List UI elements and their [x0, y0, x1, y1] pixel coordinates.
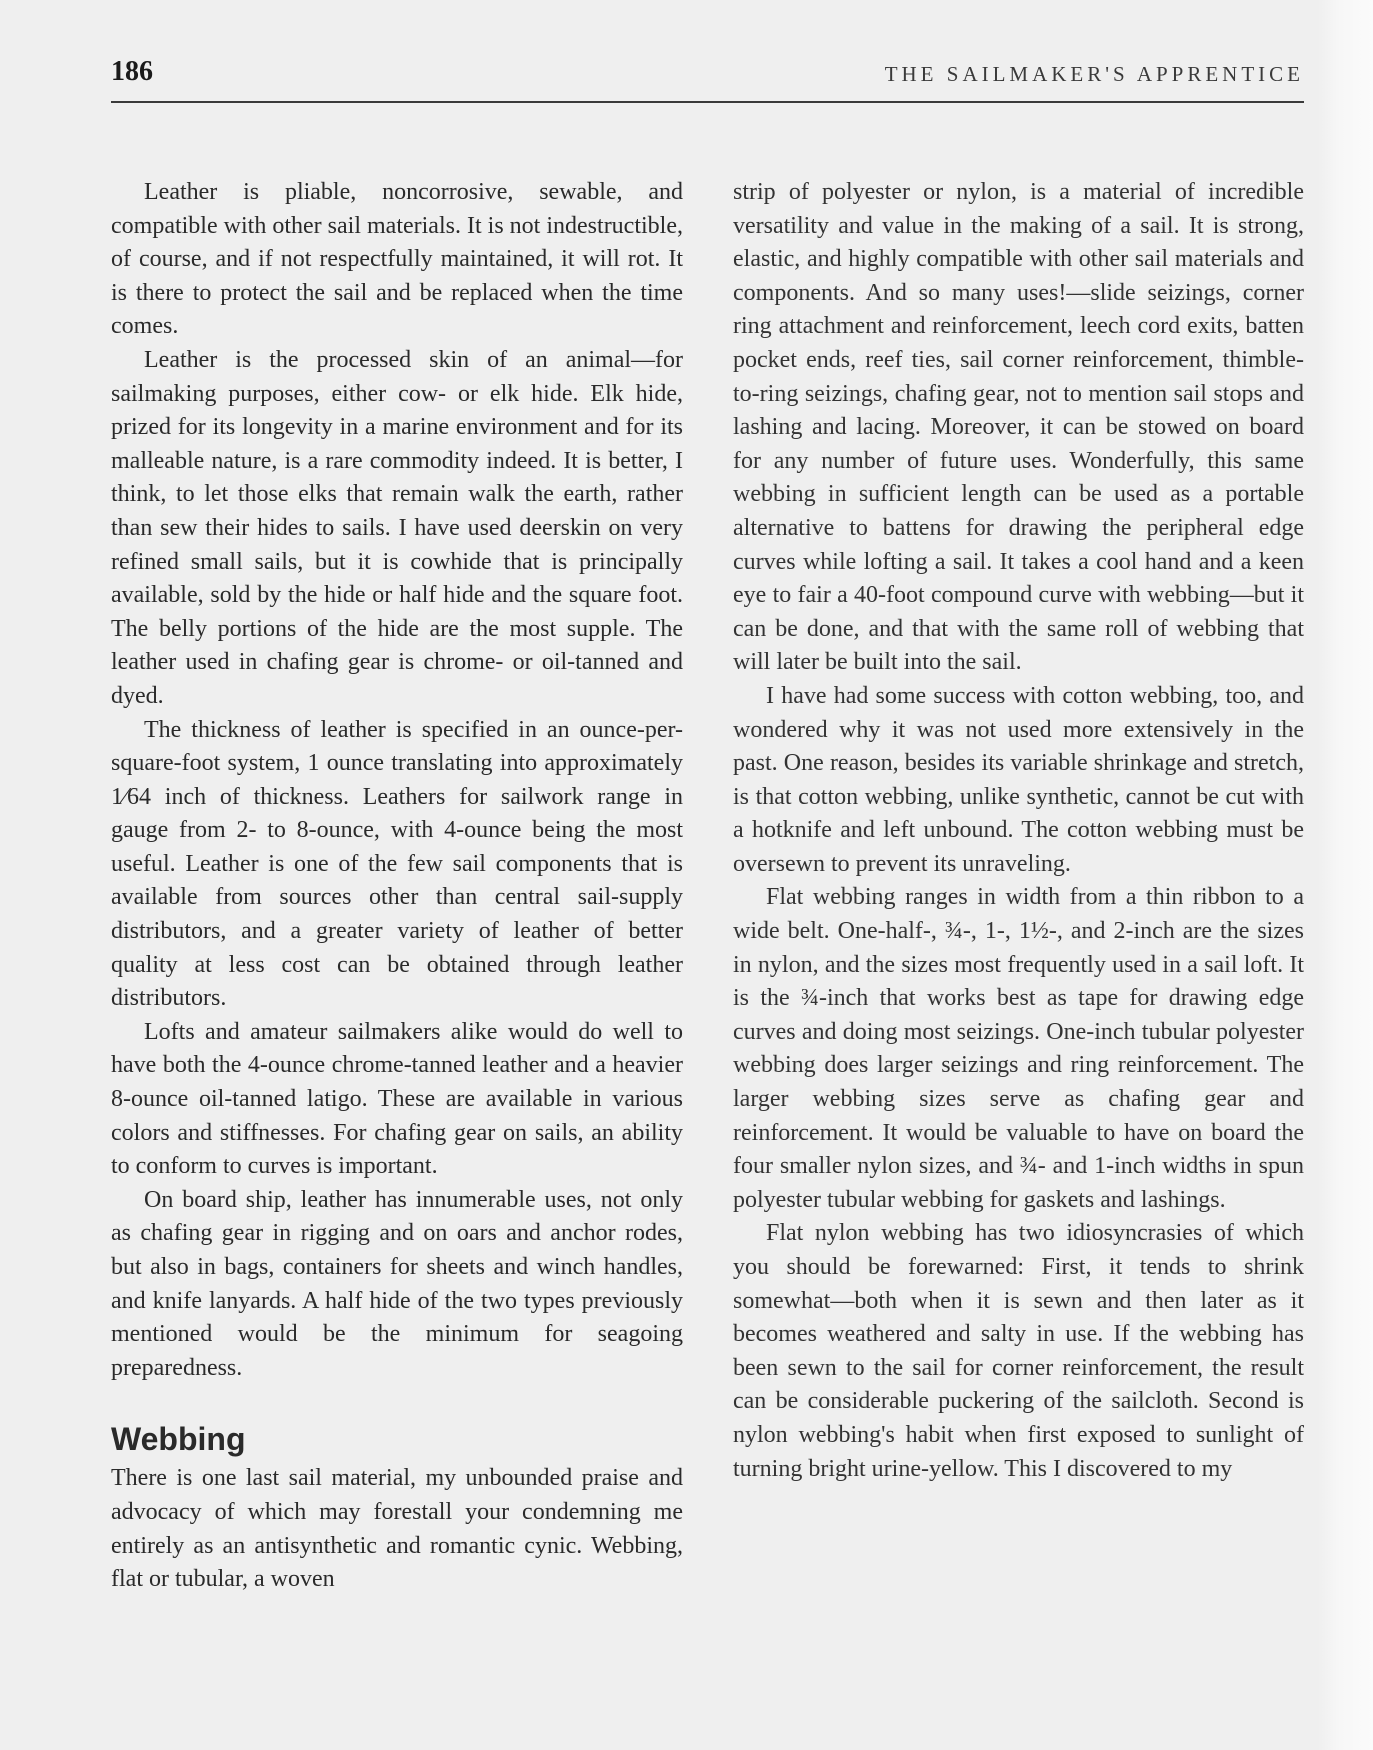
page-number: 186 — [111, 56, 153, 87]
paragraph: Leather is the processed skin of an animal—for sailmaking purposes, either cow- or elk hide. Elk hide, prized for its longevity in a marine environment and for its malleable nature, is a rare commodity indeed. It is better, I think, to let those elks that remain walk the earth, rather than sew their hides to sails. I have used deerskin on very refined small sails, but it is cowhide that is principally available, sold by the hide or half hide and the square foot. The belly portions of the hide are the most supple. The leather used in chafing gear is chrome- or oil-tanned and dyed. — [111, 346, 683, 709]
left-column — [111, 176, 683, 1597]
paragraph: strip of polyester or nylon, is a material of incredible versatility and value in the making of a sail. It is strong, elastic, and highly compatible with other sail materials and components. And so many uses!—slide seizings, corner ring attachment and reinforcement, leech cord exits, batten pocket ends, reef ties, sail corner reinforcement, thimble-to-ring seizings, chafing gear, not to mention sail stops and lashing and lacing. Moreover, it can be stowed on board for any number of future uses. Wonderfully, this same webbing in sufficient length can be used as a portable alternative to battens for drawing the peripheral edge curves while lofting a sail. It takes a cool hand and a keen eye to fair a 40-foot compound curve with webbing—but it can be done, and that with the same roll of webbing that will later be built into the sail. — [733, 179, 1304, 676]
header-rule — [111, 101, 1304, 103]
paragraph: Lofts and amateur sailmakers alike would do well to have both the 4-ounce chrome-tanned leather and a heavier 8-ounce oil-tanned latigo. These are available in various colors and stiffnesses. For chafing gear on sails, an ability to conform to curves is important. — [111, 1018, 683, 1180]
page-edge-shade — [1318, 0, 1373, 1750]
paragraph: On board ship, leather has innumerable uses, not only as chafing gear in rigging and on oars and anchor rodes, but also in bags, containers for sheets and winch handles, and knife lanyards. A half hide of the two types previously mentioned would be the minimum for seagoing preparedness. — [111, 1186, 683, 1381]
paragraph: There is one last sail material, my unbounded praise and advocacy of which may forestall your condemning me entirely as an antisynthetic and romantic cynic. Webbing, flat or tubular, a woven — [111, 1465, 683, 1593]
paragraph: The thickness of leather is specified in an ounce-per-square-foot system, 1 ounce translating into approximately 1⁄64 inch of thickness. Leathers for sailwork range in gauge from 2- to 8-ounce, with 4-ounce being the most useful. Leather is one of the few sail components that is available from sources other than central sail-supply distributors, and a greater variety of leather of better quality at less cost can be obtained through leather distributors. — [111, 716, 683, 1012]
right-column — [733, 176, 1304, 1486]
paragraph: Flat nylon webbing has two idiosyncrasies of which you should be forewarned: First, it tends to shrink somewhat—both when it is sewn and then later as it becomes weathered and salty in use. If the webbing has been sewn to the sail for corner reinforcement, the result can be considerable puckering of the sailcloth. Second is nylon webbing's habit when first exposed to sunlight of turning bright urine-yellow. This I discovered to my — [733, 1220, 1304, 1482]
page-header — [111, 56, 1304, 96]
paragraph: I have had some success with cotton webbing, too, and wondered why it was not used more extensively in the past. One reason, besides its variable shrinkage and stretch, is that cotton webbing, unlike synthetic, cannot be cut with a hotknife and left unbound. The cotton webbing must be oversewn to prevent its unraveling. — [733, 682, 1304, 877]
section-heading: Webbing — [111, 1421, 246, 1458]
paragraph: Leather is pliable, noncorrosive, sewable, and compatible with other sail materials. It is not indestructible, of course, and if not respectfully maintained, it will rot. It is there to protect the sail and be replaced when the time comes. — [111, 179, 683, 340]
paragraph: Flat webbing ranges in width from a thin ribbon to a wide belt. One-half-, ¾-, 1-, 1½-, and 2-inch are the sizes in nylon, and the sizes most frequently used in a sail loft. It is the ¾-inch that works best as tape for drawing edge curves and doing most seizings. One-inch tubular polyester webbing does larger seizings and ring reinforcement. The larger webbing sizes serve as chafing gear and reinforcement. It would be valuable to have on board the four smaller nylon sizes, and ¾- and 1-inch widths in spun polyester tubular webbing for gaskets and lashings. — [733, 884, 1304, 1213]
running-head: THE SAILMAKER'S APPRENTICE — [884, 62, 1304, 86]
